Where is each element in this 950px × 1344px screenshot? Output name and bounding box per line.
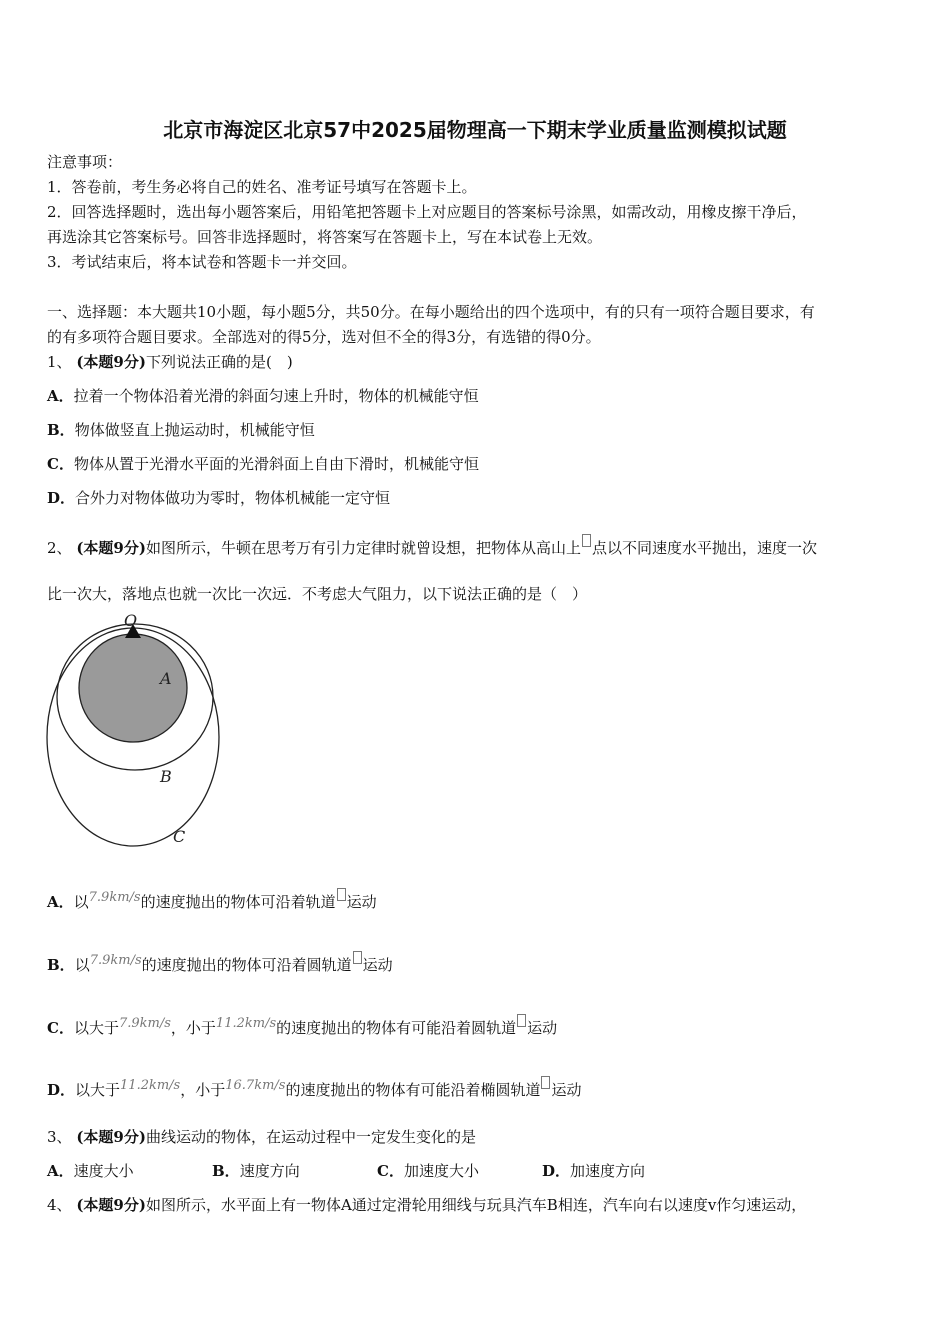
option-text-tail: 运动 xyxy=(362,956,393,974)
question-number: 3、 xyxy=(47,1128,72,1146)
option-text-mid: ，小于 xyxy=(170,1019,216,1037)
option-text: 以大于 xyxy=(73,1019,119,1037)
option-text: 合外力对物体做功为零时，物体机械能一定守恒 xyxy=(75,489,391,507)
question-text: 下列说法正确的是( ) xyxy=(145,353,293,371)
speed-value: 11.2km/s xyxy=(215,1016,277,1031)
option-text-cont: 的速度抛出的物体可沿着圆轨道 xyxy=(141,956,352,974)
question-4-stem xyxy=(47,1195,806,1215)
option-letter: B． xyxy=(47,956,75,974)
q2-option-b xyxy=(47,951,393,975)
option-letter: A． xyxy=(47,1162,74,1180)
option-text: 以 xyxy=(74,956,90,974)
option-letter: A． xyxy=(47,387,74,405)
section-intro-2: 的有多项符合题目要求。全部选对的得5分，选对但不全的得3分，有选错的得0分。 xyxy=(47,328,601,346)
option-text-tail: 运动 xyxy=(551,1081,582,1099)
option-letter: C． xyxy=(47,1019,74,1037)
option-letter: D． xyxy=(542,1162,571,1180)
q1-option-d xyxy=(47,488,390,508)
notice-item-2b: 再选涂其它答案标号。回答非选择题时，将答案写在答题卡上，写在本试卷上无效。 xyxy=(47,228,603,246)
missing-glyph-box xyxy=(353,951,362,964)
q3-option-c xyxy=(377,1161,479,1181)
option-text: 加速度方向 xyxy=(570,1162,646,1180)
speed-value: 16.7km/s xyxy=(225,1078,286,1093)
q2-option-d xyxy=(47,1076,581,1100)
label-a: A xyxy=(160,669,172,688)
notice-item-1: 1．答卷前，考生务必将自己的姓名、准考证号填写在答题卡上。 xyxy=(47,178,477,196)
speed-value: 7.9km/s xyxy=(89,953,142,968)
question-number: 4、 xyxy=(47,1196,72,1214)
option-text-tail: 运动 xyxy=(527,1019,558,1037)
q1-option-c xyxy=(47,454,479,474)
missing-glyph-box xyxy=(582,534,591,547)
question-1-stem xyxy=(47,352,293,372)
q3-option-a xyxy=(47,1161,134,1181)
notice-item-2a: 2．回答选择题时，选出每小题答案后，用铅笔把答题卡上对应题目的答案标号涂黑，如需改动，用橡皮擦干净后， xyxy=(47,203,807,221)
question-2-stem-1 xyxy=(47,534,817,558)
question-points: (本题9分) xyxy=(76,1196,146,1214)
option-text-mid: ，小于 xyxy=(180,1081,226,1099)
question-points: (本题9分) xyxy=(76,539,146,557)
orbit-figure xyxy=(40,612,230,852)
question-3-stem xyxy=(47,1127,476,1147)
missing-glyph-box xyxy=(541,1076,550,1089)
question-number: 1、 xyxy=(47,353,72,371)
option-text: 加速度大小 xyxy=(403,1162,479,1180)
earth xyxy=(79,634,187,742)
option-letter: B． xyxy=(212,1162,240,1180)
option-text-tail: 运动 xyxy=(346,893,377,911)
q1-option-a xyxy=(47,386,479,406)
section-intro-1: 一、选择题：本大题共10小题，每小题5分，共50分。在每小题给出的四个选项中，有的只有一项符合题目要求，有 xyxy=(47,303,815,321)
option-text-cont: 的速度抛出的物体可沿着轨道 xyxy=(140,893,336,911)
q3-option-d xyxy=(542,1161,645,1181)
q1-option-b xyxy=(47,420,315,440)
question-text: 如图所示，牛顿在思考万有引力定律时就曾设想，把物体从高山上 xyxy=(145,539,581,557)
option-letter: B． xyxy=(47,421,75,439)
speed-value: 11.2km/s xyxy=(120,1078,181,1093)
option-text-cont: 的速度抛出的物体有可能沿着圆轨道 xyxy=(276,1019,517,1037)
option-text: 以 xyxy=(73,893,89,911)
option-letter: A． xyxy=(47,893,74,911)
option-letter: D． xyxy=(47,489,76,507)
option-text: 以大于 xyxy=(75,1081,121,1099)
question-2-stem-2: 比一次大，落地点也就一次比一次远．不考虑大气阻力，以下说法正确的是（ ） xyxy=(47,585,588,603)
label-b: B xyxy=(160,767,172,786)
label-c: C xyxy=(173,827,186,846)
speed-value: 7.9km/s xyxy=(118,1016,171,1031)
question-text-cont: 点以不同速度水平抛出，速度一次 xyxy=(591,539,817,557)
option-text: 拉着一个物体沿着光滑的斜面匀速上升时，物体的机械能守恒 xyxy=(73,387,479,405)
option-letter: C． xyxy=(377,1162,404,1180)
option-letter: C． xyxy=(47,455,74,473)
question-text: 如图所示，水平面上有一物体A通过定滑轮用细线与玩具汽车B相连，汽车向右以速度v作匀速运动， xyxy=(145,1196,807,1214)
speed-value: 7.9km/s xyxy=(88,890,141,905)
option-text: 物体做竖直上抛运动时，机械能守恒 xyxy=(74,421,315,439)
option-letter: D． xyxy=(47,1081,76,1099)
question-number: 2、 xyxy=(47,539,72,557)
question-points: (本题9分) xyxy=(76,1128,146,1146)
option-text: 速度方向 xyxy=(239,1162,300,1180)
option-text: 速度大小 xyxy=(73,1162,134,1180)
page-title: 北京市海淀区北京57中2025届物理高一下期末学业质量监测模拟试题 xyxy=(163,118,787,142)
q2-option-a xyxy=(47,888,377,912)
missing-glyph-box xyxy=(517,1014,526,1027)
label-o: O xyxy=(124,612,138,630)
q2-option-c xyxy=(47,1014,557,1038)
missing-glyph-box xyxy=(337,888,346,901)
question-text: 曲线运动的物体，在运动过程中一定发生变化的是 xyxy=(145,1128,476,1146)
question-points: (本题9分) xyxy=(76,353,146,371)
notice-heading: 注意事项： xyxy=(47,153,123,171)
q3-option-b xyxy=(212,1161,300,1181)
option-text-cont: 的速度抛出的物体有可能沿着椭圆轨道 xyxy=(285,1081,541,1099)
option-text: 物体从置于光滑水平面的光滑斜面上自由下滑时，机械能守恒 xyxy=(73,455,479,473)
notice-item-3: 3．考试结束后，将本试卷和答题卡一并交回。 xyxy=(47,253,357,271)
